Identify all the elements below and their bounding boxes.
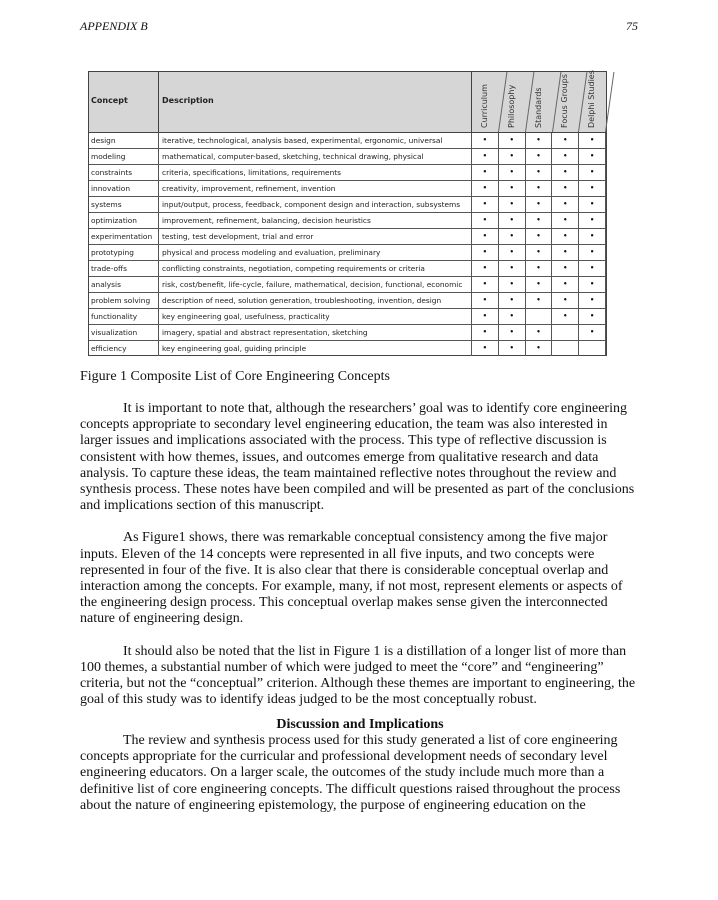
source-mark: •	[579, 181, 606, 196]
source-divider	[578, 72, 579, 132]
source-mark: •	[579, 325, 606, 340]
source-mark: •	[552, 245, 579, 260]
figure-caption: Figure 1 Composite List of Core Engineering Concepts	[80, 369, 390, 384]
source-mark: •	[526, 165, 553, 180]
source-mark: •	[552, 277, 579, 292]
source-mark: •	[472, 165, 499, 180]
table-row	[89, 213, 606, 229]
source-mark: •	[526, 277, 553, 292]
section-heading: Discussion and Implications	[276, 717, 444, 732]
description-cell: input/output, process, feedback, component design and interaction, subsystems	[159, 197, 472, 212]
source-mark: •	[526, 245, 553, 260]
section-body	[80, 733, 640, 814]
source-mark: •	[472, 293, 499, 308]
description-cell: improvement, refinement, balancing, decision heuristics	[159, 213, 472, 228]
source-mark: •	[579, 133, 606, 148]
source-divider	[498, 72, 499, 132]
concepts-table-figure	[88, 71, 607, 356]
description-cell: risk, cost/benefit, life-cycle, failure, mathematical, decision, functional, economic	[159, 277, 472, 292]
source-mark: •	[526, 341, 553, 356]
source-mark: •	[552, 181, 579, 196]
description-cell: testing, test development, trial and error	[159, 229, 472, 244]
body-text	[80, 401, 640, 708]
description-cell: conflicting constraints, negotiation, competing requirements or criteria	[159, 261, 472, 276]
source-mark: •	[579, 197, 606, 212]
source-mark: •	[499, 277, 526, 292]
source-mark: •	[472, 261, 499, 276]
source-mark: •	[499, 341, 526, 356]
concept-cell: innovation	[89, 181, 159, 196]
source-mark: •	[526, 181, 553, 196]
source-mark: •	[472, 133, 499, 148]
table-row	[89, 325, 606, 341]
source-mark: •	[472, 149, 499, 164]
table-row	[89, 293, 606, 309]
source-mark: •	[526, 229, 553, 244]
description-cell: key engineering goal, guiding principle	[159, 341, 472, 356]
source-mark: •	[499, 165, 526, 180]
concept-cell: trade-offs	[89, 261, 159, 276]
table-row	[89, 309, 606, 325]
source-mark: •	[526, 133, 553, 148]
source-mark: •	[526, 293, 553, 308]
source-mark	[552, 325, 579, 340]
source-mark: •	[579, 229, 606, 244]
concept-cell: modeling	[89, 149, 159, 164]
source-mark: •	[499, 293, 526, 308]
source-header: Curriculum	[480, 84, 489, 128]
header-description: Description	[159, 72, 472, 132]
source-mark: •	[499, 229, 526, 244]
source-mark: •	[526, 197, 553, 212]
source-mark: •	[499, 181, 526, 196]
source-mark: •	[472, 213, 499, 228]
source-mark: •	[526, 261, 553, 276]
running-head: APPENDIX B	[80, 19, 148, 33]
table-row	[89, 165, 606, 181]
source-mark: •	[472, 245, 499, 260]
concept-cell: constraints	[89, 165, 159, 180]
source-mark	[579, 341, 606, 356]
concept-cell: systems	[89, 197, 159, 212]
source-mark: •	[526, 325, 553, 340]
description-cell: iterative, technological, analysis based, experimental, ergonomic, universal	[159, 133, 472, 148]
source-mark: •	[499, 213, 526, 228]
source-mark	[526, 309, 553, 324]
paragraph: It should also be noted that the list in Figure 1 is a distillation of a longer list of more than 100 themes, a substantial number of which were judged to meet the “core” and “engineering” criteria, but not the “conceptual” criterion. Although these themes are important to engineering, the goal of this study was to identify ideas judged to be the most conceptually robust.	[80, 643, 636, 708]
source-mark: •	[499, 149, 526, 164]
description-cell: creativity, improvement, refinement, invention	[159, 181, 472, 196]
source-mark: •	[552, 309, 579, 324]
source-mark: •	[472, 341, 499, 356]
source-mark: •	[552, 261, 579, 276]
table-header	[89, 72, 606, 133]
paragraph: As Figure1 shows, there was remarkable conceptual consistency among the five major inputs. Eleven of the 14 concepts were represented in all five inputs, and two concepts were represented in four of the five. It is also clear that there is considerable conceptual overlap and interaction among the concepts. For example, many, if not most, represent elements or aspects of the engineering design process. This conceptual overlap makes sense given the interconnected nature of engineering design.	[80, 530, 623, 627]
table-row	[89, 341, 606, 357]
concept-cell: prototyping	[89, 245, 159, 260]
table-row	[89, 133, 606, 149]
source-mark: •	[552, 165, 579, 180]
source-mark: •	[552, 213, 579, 228]
source-mark: •	[552, 197, 579, 212]
source-mark	[552, 341, 579, 356]
source-mark: •	[472, 181, 499, 196]
source-mark: •	[472, 229, 499, 244]
page-number: 75	[626, 19, 638, 33]
description-cell: description of need, solution generation, troubleshooting, invention, design	[159, 293, 472, 308]
source-mark: •	[579, 261, 606, 276]
description-cell: physical and process modeling and evaluation, preliminary	[159, 245, 472, 260]
source-mark: •	[552, 133, 579, 148]
description-cell: imagery, spatial and abstract representation, sketching	[159, 325, 472, 340]
source-header: Delphi Studies	[587, 70, 597, 128]
source-mark: •	[499, 245, 526, 260]
source-mark: •	[579, 277, 606, 292]
source-mark: •	[499, 197, 526, 212]
description-cell: mathematical, computer-based, sketching, technical drawing, physical	[159, 149, 472, 164]
paragraph: The review and synthesis process used for this study generated a list of core engineering concepts appropriate for the curricular and professional development needs of secondary level engineering educators. On a larger scale, the outcomes of the study include much more than a definitive list of core engineering concepts. The difficult questions raised throughout the process about the nature of engineering epistemology, the purpose of engineering education on the	[80, 733, 621, 813]
source-mark: •	[579, 293, 606, 308]
table-row	[89, 245, 606, 261]
source-mark: •	[472, 277, 499, 292]
table-row	[89, 277, 606, 293]
source-mark: •	[552, 293, 579, 308]
page-header	[80, 19, 638, 37]
table-row	[89, 181, 606, 197]
source-mark: •	[499, 133, 526, 148]
source-mark: •	[526, 149, 553, 164]
concept-cell: visualization	[89, 325, 159, 340]
source-mark: •	[526, 213, 553, 228]
table-body	[89, 133, 606, 357]
concept-cell: efficiency	[89, 341, 159, 356]
source-header: Standards	[533, 87, 543, 128]
table-row	[89, 149, 606, 165]
source-mark: •	[472, 197, 499, 212]
concept-cell: analysis	[89, 277, 159, 292]
source-mark: •	[552, 229, 579, 244]
source-header: Focus Groups	[560, 74, 570, 128]
table-row	[89, 261, 606, 277]
source-mark: •	[579, 309, 606, 324]
source-mark: •	[499, 261, 526, 276]
concept-cell: optimization	[89, 213, 159, 228]
source-mark: •	[579, 149, 606, 164]
concept-cell: experimentation	[89, 229, 159, 244]
concept-cell: functionality	[89, 309, 159, 324]
source-divider	[552, 72, 553, 132]
source-mark: •	[552, 149, 579, 164]
source-header: Philosophy	[506, 84, 516, 128]
table-row	[89, 229, 606, 245]
source-divider	[525, 72, 526, 132]
description-cell: criteria, specifications, limitations, requirements	[159, 165, 472, 180]
description-cell: key engineering goal, usefulness, practicality	[159, 309, 472, 324]
source-mark: •	[579, 213, 606, 228]
source-mark: •	[499, 309, 526, 324]
concept-cell: design	[89, 133, 159, 148]
header-concept: Concept	[89, 72, 159, 132]
source-mark: •	[472, 309, 499, 324]
source-mark: •	[579, 165, 606, 180]
source-mark: •	[499, 325, 526, 340]
table-row	[89, 197, 606, 213]
source-mark: •	[472, 325, 499, 340]
source-mark: •	[579, 245, 606, 260]
source-divider	[605, 72, 606, 132]
concept-cell: problem solving	[89, 293, 159, 308]
paragraph: It is important to note that, although the researchers’ goal was to identify core engineering concepts appropriate to secondary level engineering education, the team was also interested in larger issues and implications associated with the process. This type of reflective discussion is consistent with how themes, issues, and outcomes emerge from qualitative research and data analysis. To capture these ideas, the team maintained reflective notes throughout the review and synthesis process. These notes have been compiled and will be presented as part of the conclusions and implications section of this manuscript.	[80, 401, 635, 514]
